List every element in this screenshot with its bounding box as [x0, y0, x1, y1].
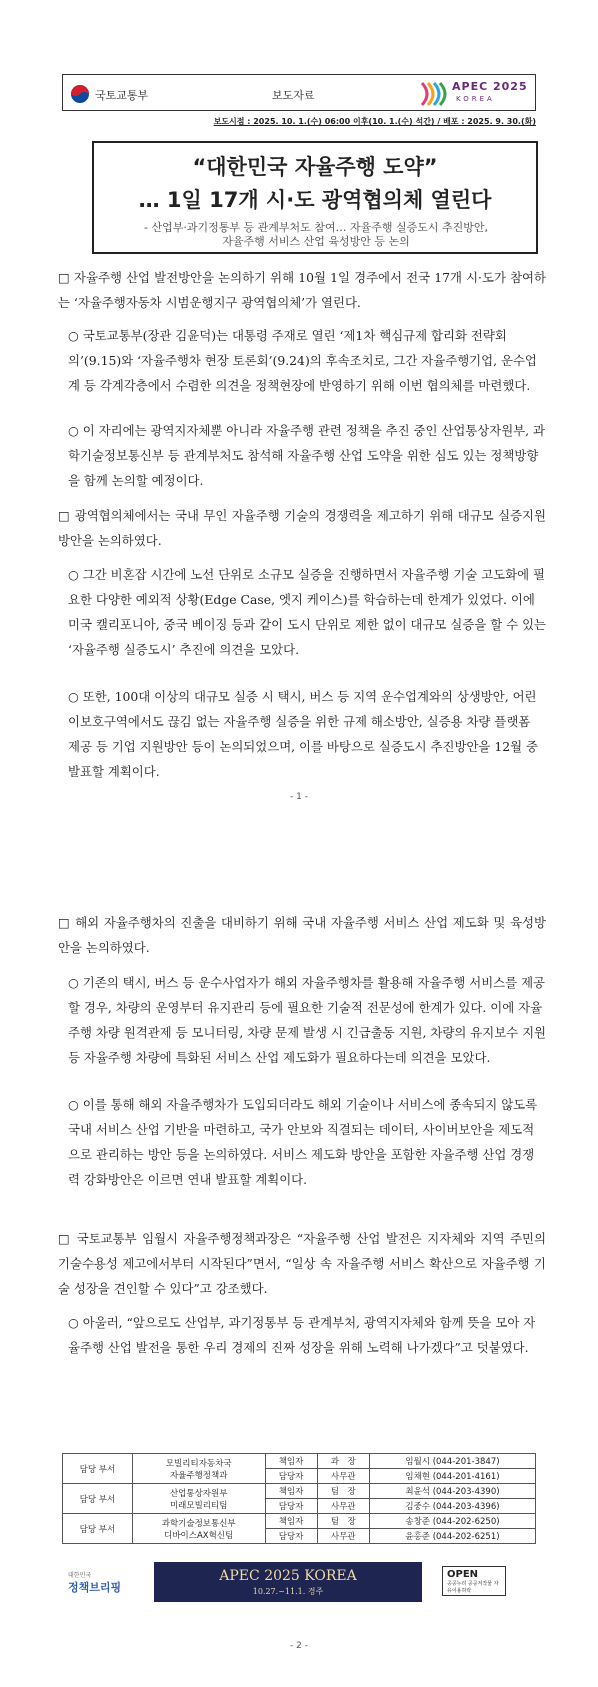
dept-label-cell: 담당 부서 [63, 1454, 133, 1484]
team-name: 자율주행정책과 [169, 1470, 228, 1481]
apec-logo-sub: KOREA [456, 95, 495, 103]
team-name: 미래모빌리티팀 [169, 1500, 228, 1511]
role-cell: 책임자 [265, 1454, 317, 1469]
dept-name: 과학기술정보통신부 [161, 1518, 236, 1529]
banner-dates: 10.27.~11.1. 경주 [252, 1587, 324, 1596]
bullet-2a: ○ 그간 비혼잡 시간에 노선 단위로 소규모 실증을 진행하면서 자율주행 기술 고도화에 필요한 다양한 예외적 상황(Edge Case, 엣지 케이스)를 학습하는데 한계가 있었다. 이에 미국 캘리포니아, 중국 베이징 등과 같이 도시 단위로 제한 없이 대규모 실증을 할 수 있는 ‘자율주행 실증도시’ 추진에 의견을 모았다. [68, 567, 547, 657]
ministry-logo-icon [70, 84, 90, 104]
open-sub: 공공누리 공공저작물 자유이용허락 [447, 1581, 499, 1594]
name-cell: 송창준 (044-202-6250) [369, 1514, 535, 1529]
contact-row [63, 1484, 536, 1499]
name-cell: 윤홍준 (044-202-6251) [369, 1529, 535, 1544]
ministry-name: 국토교통부 [95, 89, 149, 102]
bullet-4a: ○ 아울러, “앞으로도 산업부, 과기정통부 등 관계부처, 광역지자체와 함께 뜻을 모아 자율주행 산업 발전을 통한 우리 경제의 진짜 성장을 위해 노력해 나가겠다”고 덧붙였다. [68, 1315, 536, 1355]
paragraph-4: □ 국토교통부 임월시 자율주행정책과장은 “자율주행 산업 발전은 지자체와 지역 주민의 기술수용성 제고에서부터 시작된다”면서, “일상 속 자율주행 서비스 확산으로 자율주행 기술 성장을 견인할 수 있다”고 강조했다. [58, 1231, 546, 1296]
banner-title: APEC 2025 KOREA [219, 1568, 357, 1584]
headline-line1: “대한민국 자율주행 도약” [192, 155, 438, 179]
press-release-label: 보도자료 [272, 89, 315, 102]
dept-name: 모빌리티자동차국 [165, 1458, 232, 1469]
role-cell: 책임자 [265, 1484, 317, 1499]
apec-banner [154, 1562, 422, 1602]
contact-row [63, 1514, 536, 1529]
dept-cell [132, 1514, 265, 1544]
name-cell: 최윤석 (044-203-4390) [369, 1484, 535, 1499]
paragraph-1: □ 자율주행 산업 발전방안을 논의하기 위해 10월 1일 경주에서 전국 17개 시·도가 참여하는 ‘자율주행자동차 시범운행지구 광역협의체’가 열린다. [58, 270, 546, 310]
title-cell: 사무관 [317, 1469, 369, 1484]
headline-line2: … 1일 17개 시·도 광역협의체 열린다 [138, 188, 492, 212]
role-cell: 담당자 [265, 1529, 317, 1544]
policy-briefing-logo [68, 1570, 128, 1595]
title-cell: 팀 장 [317, 1484, 369, 1499]
contact-row [63, 1454, 536, 1469]
role-cell: 담당자 [265, 1469, 317, 1484]
bullet-3b: ○ 이를 통해 해외 자율주행차가 도입되더라도 해외 기술이나 서비스에 종속되지 않도록 국내 서비스 산업 기반을 마련하고, 국가 안보와 직결되는 데이터, 사이버보안을 제도적으로 관리하는 방안 등을 논의하였다. 서비스 제도화 방안을 포함한 자율주행 산업 경쟁력 강화방안은 이르면 연내 발표할 계획이다. [68, 1097, 538, 1187]
title-cell: 사무관 [317, 1529, 369, 1544]
embargo-line: 보도시점 : 2025. 10. 1.(수) 06:00 이후(10. 1.(수) 석간) / 배포 : 2025. 9. 30.(화) [213, 117, 536, 126]
dept-name: 산업통상자원부 [169, 1488, 228, 1499]
open-label: OPEN [447, 1569, 479, 1580]
team-name: 디바이스AX혁신팀 [164, 1530, 234, 1541]
bullet-1b: ○ 이 자리에는 광역지자체뿐 아니라 자율주행 관련 정책을 추진 중인 산업통상자원부, 과학기술정보통신부 등 관계부처도 참석해 자율주행 산업 도약을 위한 심도 있는 정책방향을 함께 논의할 예정이다. [68, 423, 546, 488]
contact-table [62, 1453, 536, 1544]
policy-briefing-top: 대한민국 [68, 1572, 92, 1579]
role-cell: 책임자 [265, 1514, 317, 1529]
subtitle-line1: - 산업부·과기정통부 등 관계부처도 참여… 자율주행 실증도시 추진방안, [144, 221, 488, 234]
bullet-2b: ○ 또한, 100대 이상의 대규모 실증 시 택시, 버스 등 지역 운수업계와의 상생방안, 어린이보호구역에서도 끊김 없는 자율주행 실증을 위한 규제 해소방안, 실증용 차량 플랫폼 제공 등 기업 지원방안 등이 논의되었으며, 이를 바탕으로 실증도시 추진방안을 12월 중 발표할 계획이다. [68, 689, 538, 779]
open-license-badge [442, 1566, 506, 1596]
name-cell: 김중수 (044-203-4396) [369, 1499, 535, 1514]
title-cell: 사무관 [317, 1499, 369, 1514]
dept-label-cell: 담당 부서 [63, 1484, 133, 1514]
dept-cell [132, 1454, 265, 1484]
title-cell: 과 장 [317, 1454, 369, 1469]
page-number-2: - 2 - [290, 1641, 308, 1651]
apec-logo-text: APEC 2025 [452, 80, 528, 93]
bullet-3a: ○ 기존의 택시, 버스 등 운수사업자가 해외 자율주행차를 활용해 자율주행 서비스를 제공할 경우, 차량의 운영부터 유지관리 등에 필요한 기술적 전문성에 한계가 있다. 이에 자율주행 차량 원격관제 등 모니터링, 차량 문제 발생 시 긴급출동 지원, 차량의 유지보수 지원 등 자율주행 차량에 특화된 서비스 산업 제도화가 필요하다는데 의견을 모았다. [68, 975, 547, 1065]
policy-briefing-text: 정책브리핑 [68, 1581, 122, 1594]
name-cell: 임채현 (044-201-4161) [369, 1469, 535, 1484]
name-cell: 임월시 (044-201-3847) [369, 1454, 535, 1469]
paragraph-2: □ 광역협의체에서는 국내 무인 자율주행 기술의 경쟁력을 제고하기 위해 대규모 실증지원 방안을 논의하였다. [58, 508, 546, 548]
subtitle-line2: 자율주행 서비스 산업 육성방안 등 논의 [222, 235, 410, 248]
paragraph-3: □ 해외 자율주행차의 진출을 대비하기 위해 국내 자율주행 서비스 산업 제도화 및 육성방안을 논의하였다. [58, 915, 546, 955]
page-number-1: - 1 - [290, 792, 308, 802]
dept-cell [132, 1484, 265, 1514]
dept-label-cell: 담당 부서 [63, 1514, 133, 1544]
role-cell: 담당자 [265, 1499, 317, 1514]
title-cell: 팀 장 [317, 1514, 369, 1529]
bullet-1a: ○ 국토교통부(장관 김윤덕)는 대통령 주재로 열린 ‘제1차 핵심규제 합리화 전략회의’(9.15)와 ‘자율주행차 현장 토론회’(9.24)의 후속조치로, 그간 자율주행기업, 운수업계 등 각계각층에서 수렴한 의견을 정책현장에 반영하기 위해 이번 협의체를 마련했다. [68, 328, 537, 393]
